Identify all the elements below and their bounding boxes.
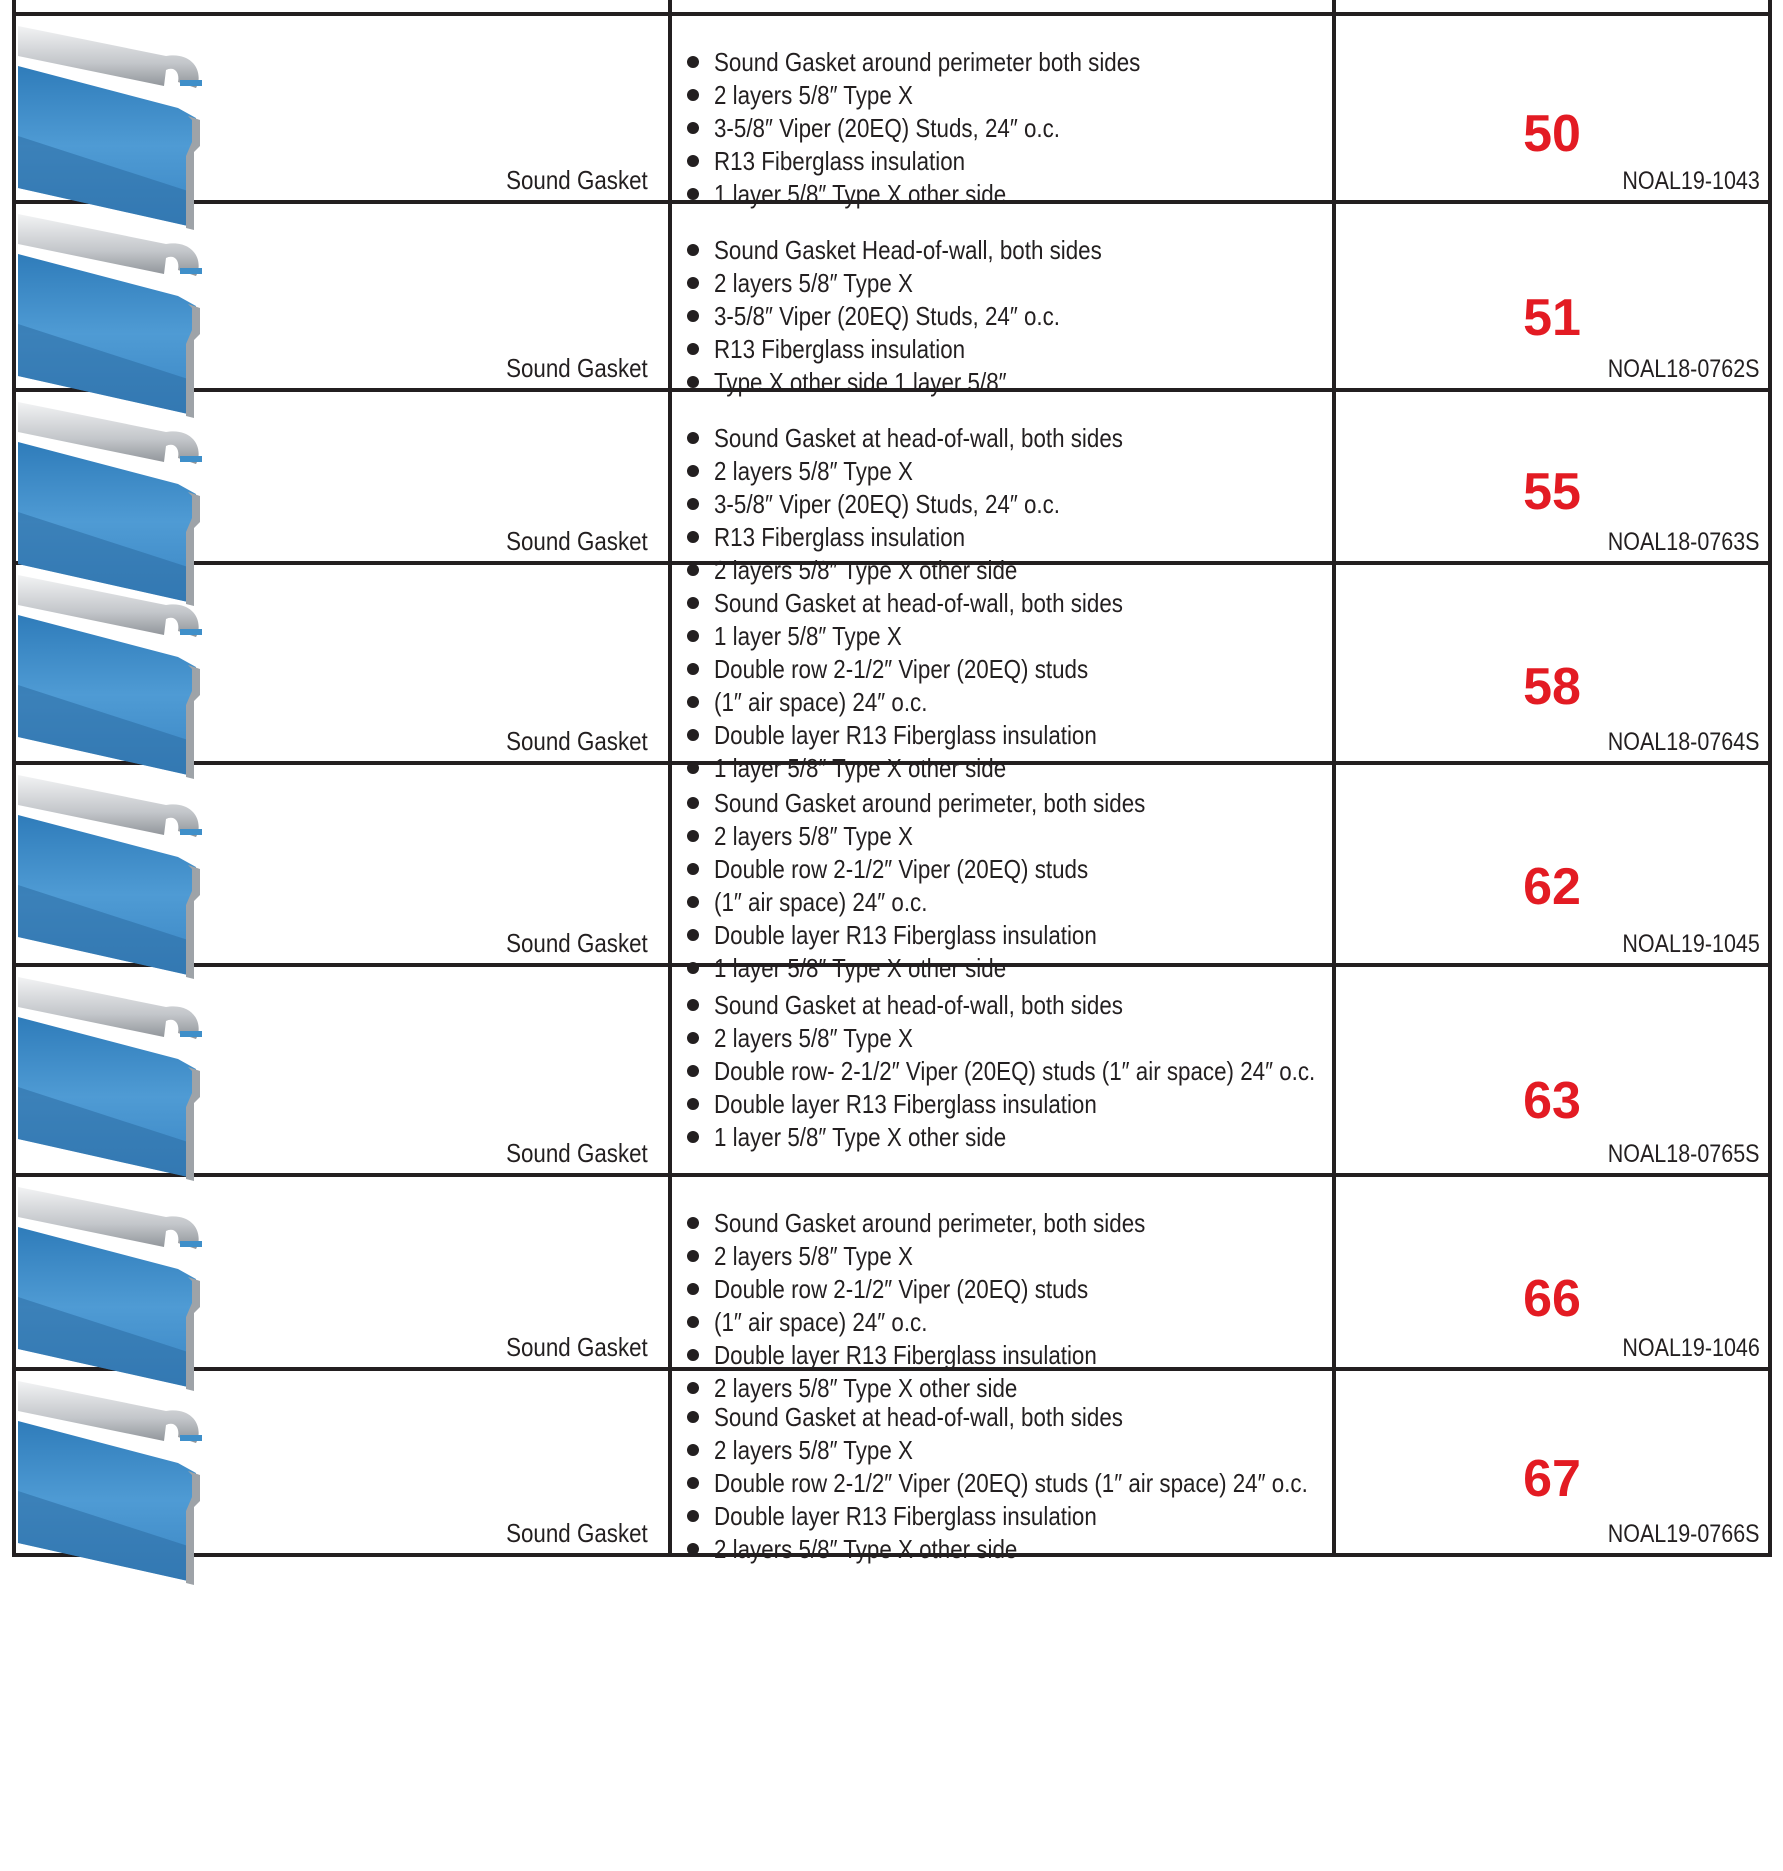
spec-item (686, 1240, 1326, 1273)
spec-item (686, 422, 1326, 455)
spec-item (686, 488, 1326, 521)
spec-text: 2 layers 5/8″ Type X (714, 1241, 913, 1271)
assembly-row (14, 965, 1770, 1175)
sound-gasket-icon (18, 1371, 243, 1589)
bullet-icon (687, 630, 699, 642)
test-report-number: NOAL18-0765S (1608, 1140, 1760, 1168)
spec-item (686, 1533, 1326, 1566)
test-report-number: NOAL19-1043 (1622, 167, 1760, 195)
spec-item (686, 1055, 1326, 1088)
spec-text: R13 Fiberglass insulation (714, 522, 966, 552)
bullet-icon (687, 56, 699, 68)
spec-item (686, 1121, 1326, 1154)
spec-text: Double row 2-1/2″ Viper (20EQ) studs (1″ air space) 24″ o.c. (714, 1468, 1308, 1498)
bullet-icon (687, 531, 699, 543)
spec-text: Sound Gasket around perimeter both sides (714, 47, 1141, 77)
sound-gasket-icon (18, 1177, 243, 1395)
bullet-icon (687, 277, 699, 289)
bullet-icon (687, 1250, 699, 1262)
rating-cell (1334, 563, 1770, 763)
spec-text: Sound Gasket Head-of-wall, both sides (714, 235, 1102, 265)
rating-cell (1334, 965, 1770, 1175)
spec-text: (1″ air space) 24″ o.c. (714, 887, 928, 917)
description-cell (670, 763, 1334, 983)
gasket-label: Sound Gasket (506, 928, 648, 958)
stc-rating: 62 (1523, 858, 1581, 916)
spec-item (686, 1434, 1326, 1467)
rating-cell (1334, 1175, 1770, 1369)
gasket-label: Sound Gasket (506, 165, 648, 195)
bullet-icon (687, 929, 699, 941)
assembly-row (14, 1175, 1770, 1369)
spec-text: 2 layers 5/8″ Type X (714, 821, 913, 851)
bullet-icon (687, 696, 699, 708)
spec-text: 3-5/8″ Viper (20EQ) Studs, 24″ o.c. (714, 489, 1061, 519)
description-cell (670, 390, 1334, 585)
spec-item (686, 1088, 1326, 1121)
bullet-icon (687, 1444, 699, 1456)
spec-text: Sound Gasket at head-of-wall, both sides (714, 1402, 1123, 1432)
bullet-icon (687, 188, 699, 200)
bullet-icon (687, 1510, 699, 1522)
spec-item (686, 267, 1326, 300)
bullet-icon (687, 797, 699, 809)
test-report-number: NOAL18-0762S (1608, 355, 1760, 383)
test-report-number: NOAL19-0766S (1608, 1520, 1760, 1548)
spec-item (686, 1207, 1326, 1240)
spec-item (686, 1022, 1326, 1055)
bullet-icon (687, 1316, 699, 1328)
bullet-icon (687, 465, 699, 477)
spec-item (686, 853, 1326, 886)
assembly-row (14, 390, 1770, 563)
spec-text: 2 layers 5/8″ Type X other side (714, 1373, 1018, 1403)
spec-text: 1 layer 5/8″ Type X other side (714, 179, 1007, 209)
spec-text: Sound Gasket at head-of-wall, both sides (714, 588, 1123, 618)
spec-list (686, 787, 1326, 985)
spec-text: 1 layer 5/8″ Type X other side (714, 753, 1007, 783)
spec-text: 2 layers 5/8″ Type X (714, 268, 913, 298)
bullet-icon (687, 376, 699, 388)
bullet-icon (687, 498, 699, 510)
gasket-label: Sound Gasket (506, 1518, 648, 1548)
spec-item (686, 1306, 1326, 1339)
spec-item (686, 989, 1326, 1022)
rating-cell (1334, 202, 1770, 390)
test-report-number: NOAL19-1046 (1622, 1334, 1760, 1362)
stc-rating: 66 (1523, 1270, 1581, 1328)
assembly-row (14, 14, 1770, 202)
spec-item (686, 521, 1326, 554)
bullet-icon (687, 343, 699, 355)
bullet-icon (687, 1411, 699, 1423)
spec-item (686, 820, 1326, 853)
bullet-icon (687, 1543, 699, 1555)
gasket-cell (14, 563, 670, 763)
rating-cell (1334, 1369, 1770, 1555)
spec-text: Double layer R13 Fiberglass insulation (714, 1089, 1097, 1119)
spec-item (686, 79, 1326, 112)
spec-item (686, 886, 1326, 919)
description-cell (670, 1369, 1334, 1564)
spec-text: Sound Gasket around perimeter, both sides (714, 788, 1146, 818)
spec-text: Double row- 2-1/2″ Viper (20EQ) studs (1″ air space) 24″ o.c. (714, 1056, 1316, 1086)
spec-text: 2 layers 5/8″ Type X (714, 1023, 913, 1053)
assembly-row (14, 1369, 1770, 1555)
spec-text: R13 Fiberglass insulation (714, 334, 966, 364)
gasket-label: Sound Gasket (506, 526, 648, 556)
assembly-table (12, 0, 1772, 1564)
gasket-label: Sound Gasket (506, 1138, 648, 1168)
rating-cell (1334, 763, 1770, 965)
spec-text: Double row 2-1/2″ Viper (20EQ) studs (714, 654, 1089, 684)
bullet-icon (687, 122, 699, 134)
description-cell (670, 1175, 1334, 1403)
top-fragment-cell (14, 0, 670, 14)
spec-text: 1 layer 5/8″ Type X other side (714, 1122, 1007, 1152)
spec-text: (1″ air space) 24″ o.c. (714, 687, 928, 717)
spec-item (686, 300, 1326, 333)
spec-item (686, 1500, 1326, 1533)
rating-cell (1334, 390, 1770, 563)
bullet-icon (687, 432, 699, 444)
spec-text: 2 layers 5/8″ Type X other side (714, 555, 1018, 585)
bullet-icon (687, 999, 699, 1011)
bullet-icon (687, 1349, 699, 1361)
bullet-icon (687, 896, 699, 908)
description-cell (670, 202, 1334, 397)
gasket-cell (14, 1369, 670, 1555)
spec-item (686, 333, 1326, 366)
spec-item (686, 686, 1326, 719)
spec-text: Double layer R13 Fiberglass insulation (714, 920, 1097, 950)
spec-list (686, 989, 1326, 1154)
bullet-icon (687, 1217, 699, 1229)
spec-text: Sound Gasket at head-of-wall, both sides (714, 423, 1123, 453)
spec-item (686, 719, 1326, 752)
bullet-icon (687, 663, 699, 675)
rating-cell (1334, 14, 1770, 202)
description-cell (670, 965, 1334, 1175)
test-report-number: NOAL18-0764S (1608, 728, 1760, 756)
bullet-icon (687, 1098, 699, 1110)
spec-text: (1″ air space) 24″ o.c. (714, 1307, 928, 1337)
spec-text: Double row 2-1/2″ Viper (20EQ) studs (714, 854, 1089, 884)
bullet-icon (687, 863, 699, 875)
bullet-icon (687, 729, 699, 741)
bullet-icon (687, 1065, 699, 1077)
gasket-label: Sound Gasket (506, 1332, 648, 1362)
spec-text: 1 layer 5/8″ Type X other side (714, 953, 1007, 983)
spec-item (686, 145, 1326, 178)
gasket-cell (14, 14, 670, 202)
assembly-rows (14, 0, 1770, 1564)
spec-list (686, 587, 1326, 785)
spec-text: 2 layers 5/8″ Type X (714, 1435, 913, 1465)
sound-gasket-icon (18, 565, 243, 783)
stc-rating: 67 (1523, 1450, 1581, 1508)
bullet-icon (687, 1032, 699, 1044)
description-cell (670, 14, 1334, 209)
bullet-icon (687, 89, 699, 101)
spec-item (686, 1401, 1326, 1434)
spec-text: 2 layers 5/8″ Type X (714, 456, 913, 486)
gasket-cell (14, 1175, 670, 1369)
spec-list (686, 1401, 1326, 1566)
stc-rating: 58 (1523, 658, 1581, 716)
gasket-cell (14, 390, 670, 563)
bullet-icon (687, 597, 699, 609)
bullet-icon (687, 1131, 699, 1143)
spec-text: 3-5/8″ Viper (20EQ) Studs, 24″ o.c. (714, 113, 1061, 143)
spec-item (686, 234, 1326, 267)
gasket-cell (14, 763, 670, 965)
spec-text: Double layer R13 Fiberglass insulation (714, 1501, 1097, 1531)
spec-item (686, 112, 1326, 145)
bullet-icon (687, 830, 699, 842)
spec-text: Sound Gasket at head-of-wall, both sides (714, 990, 1123, 1020)
spec-text: Double layer R13 Fiberglass insulation (714, 720, 1097, 750)
top-fragment-cell (670, 0, 1334, 14)
stc-rating: 50 (1523, 105, 1581, 163)
spec-item (686, 919, 1326, 952)
description-cell (670, 563, 1334, 783)
spec-item (686, 1339, 1326, 1372)
top-fragment-row (14, 0, 1770, 14)
gasket-label: Sound Gasket (506, 726, 648, 756)
stc-rating: 63 (1523, 1072, 1581, 1130)
gasket-cell (14, 202, 670, 390)
gasket-cell (14, 965, 670, 1175)
spec-item (686, 787, 1326, 820)
spec-text: Double row 2-1/2″ Viper (20EQ) studs (714, 1274, 1089, 1304)
test-report-number: NOAL18-0763S (1608, 528, 1760, 556)
sound-gasket-icon (18, 967, 243, 1185)
spec-item (686, 620, 1326, 653)
top-fragment-cell (1334, 0, 1770, 14)
spec-item (686, 587, 1326, 620)
spec-list (686, 234, 1326, 399)
spec-text: R13 Fiberglass insulation (714, 146, 966, 176)
bullet-icon (687, 1283, 699, 1295)
bullet-icon (687, 1477, 699, 1489)
assembly-row (14, 563, 1770, 763)
spec-text: Double layer R13 Fiberglass insulation (714, 1340, 1097, 1370)
assembly-row (14, 202, 1770, 390)
spec-item (686, 1273, 1326, 1306)
test-report-number: NOAL19-1045 (1622, 930, 1760, 958)
spec-item (686, 455, 1326, 488)
spec-text: 2 layers 5/8″ Type X (714, 80, 913, 110)
spec-item (686, 46, 1326, 79)
bullet-icon (687, 155, 699, 167)
spec-item (686, 653, 1326, 686)
spec-text: Sound Gasket around perimeter, both sides (714, 1208, 1146, 1238)
spec-list (686, 46, 1326, 211)
spec-text: 1 layer 5/8″ Type X (714, 621, 902, 651)
stc-rating: 51 (1523, 289, 1581, 347)
spec-text: 3-5/8″ Viper (20EQ) Studs, 24″ o.c. (714, 301, 1061, 331)
gasket-label: Sound Gasket (506, 353, 648, 383)
assembly-row (14, 763, 1770, 965)
bullet-icon (687, 244, 699, 256)
stc-rating: 55 (1523, 463, 1581, 521)
sound-gasket-icon (18, 765, 243, 983)
bullet-icon (687, 310, 699, 322)
spec-item (686, 1467, 1326, 1500)
spec-text: Type X other side 1 layer 5/8″ (714, 367, 1007, 397)
spec-text: 2 layers 5/8″ Type X other side (714, 1534, 1018, 1564)
